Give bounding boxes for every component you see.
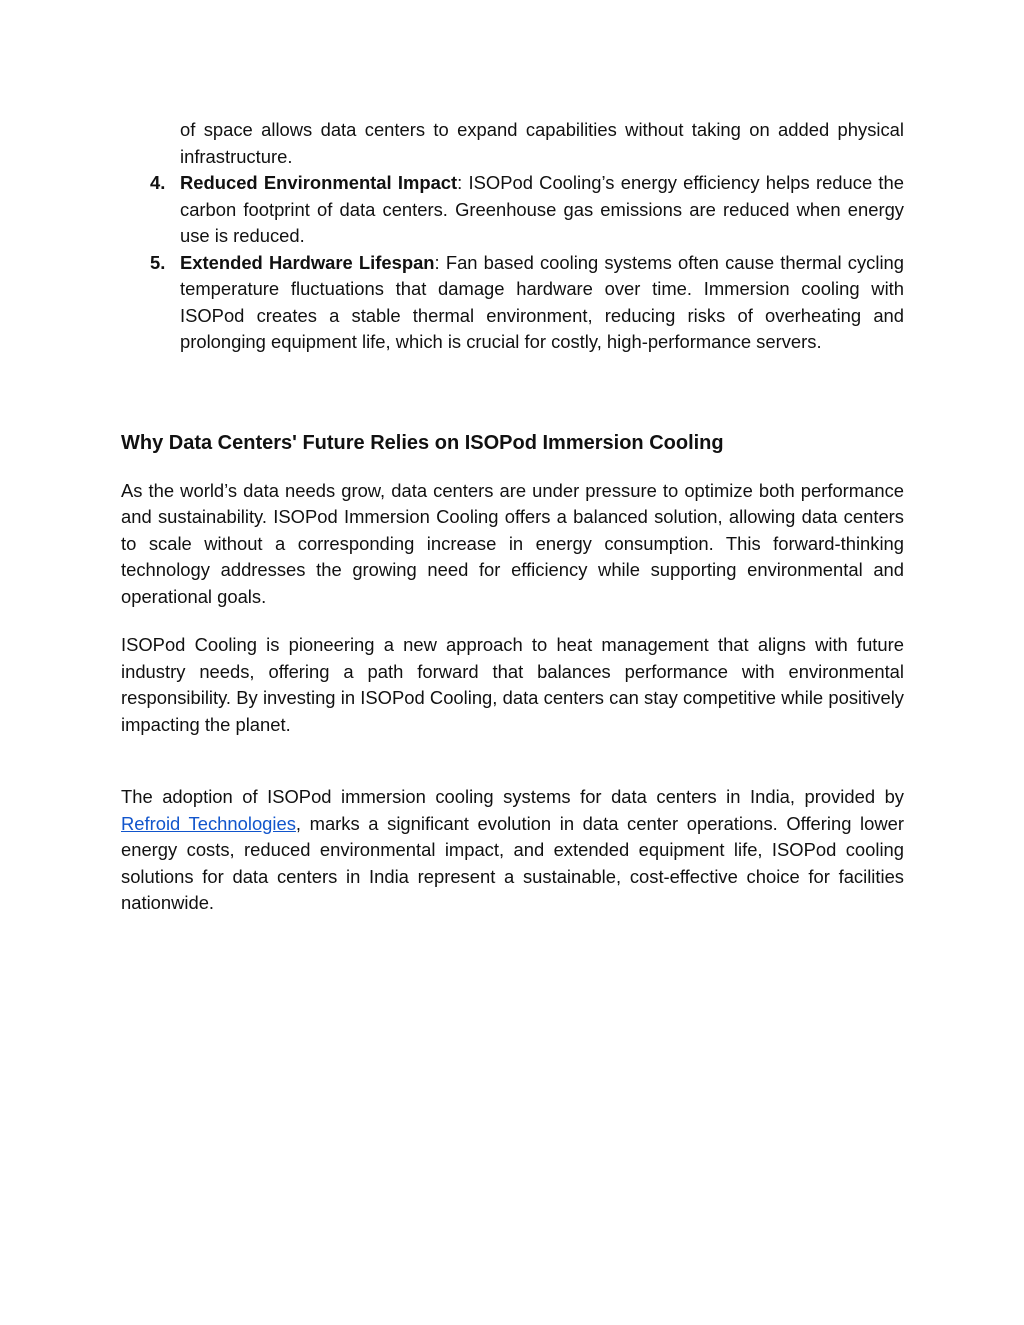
list-item-title: Extended Hardware Lifespan: [180, 251, 435, 273]
list-item-separator: :: [457, 172, 463, 193]
list-number: 4.: [150, 172, 166, 193]
conclusion-text-after-link: , marks a significant evolution in data center operations. Offering lower energy costs, reduced environmental impact, and extended equipment life, ISOPod cooling solutions for data centers in India represent a sustainable, cost-effective choice for facilities nationwide.: [121, 812, 905, 913]
section-paragraph-2: ISOPod Cooling is pioneering a new approach to heat management that aligns with future industry needs, offering a path forward that balances performance with environmental responsibility. By investing in ISOPod Cooling, data centers can stay competitive while positively impacting the planet.: [121, 634, 904, 735]
refroid-technologies-link[interactable]: Refroid Technologies: [121, 812, 296, 834]
list-item-reduced-environmental-impact: [121, 170, 904, 250]
list-item-separator: :: [434, 251, 440, 273]
list-item-title: Reduced Environmental Impact: [180, 172, 458, 193]
list-item-continuation: of space allows data centers to expand capabilities without taking on added physical infrastructure.: [180, 119, 904, 167]
list-item-text: ISOPod Cooling’s energy efficiency helps reduce the carbon footprint of data centers. Greenhouse gas emissions are reduced when energy use is reduced.: [180, 172, 904, 246]
page-content: [121, 117, 904, 917]
list-item-text: Fan based cooling systems often cause thermal cycling temperature fluctuations that damage hardware over time. Immersion cooling with ISOPod creates a stable thermal environment, reducing risks of overheating and prolonging equipment life, which is crucial for costly, high-performance servers.: [180, 251, 905, 352]
benefits-list: [121, 170, 904, 356]
list-item-extended-hardware-lifespan: [121, 250, 904, 356]
section-paragraph-1: As the world’s data needs grow, data centers are under pressure to optimize both performance and sustainability. ISOPod Immersion Cooling offers a balanced solution, allowing data centers to scale without a corresponding increase in energy consumption. This forward-thinking technology addresses the growing need for efficiency while supporting environmental and operational goals.: [121, 479, 904, 607]
list-number: 5.: [150, 251, 166, 273]
section-heading: Why Data Centers' Future Relies on ISOPod Immersion Cooling: [121, 431, 724, 454]
conclusion-paragraph: [121, 784, 904, 917]
conclusion-text-before-link: The adoption of ISOPod immersion cooling systems for data centers in India, provided by: [121, 786, 904, 807]
